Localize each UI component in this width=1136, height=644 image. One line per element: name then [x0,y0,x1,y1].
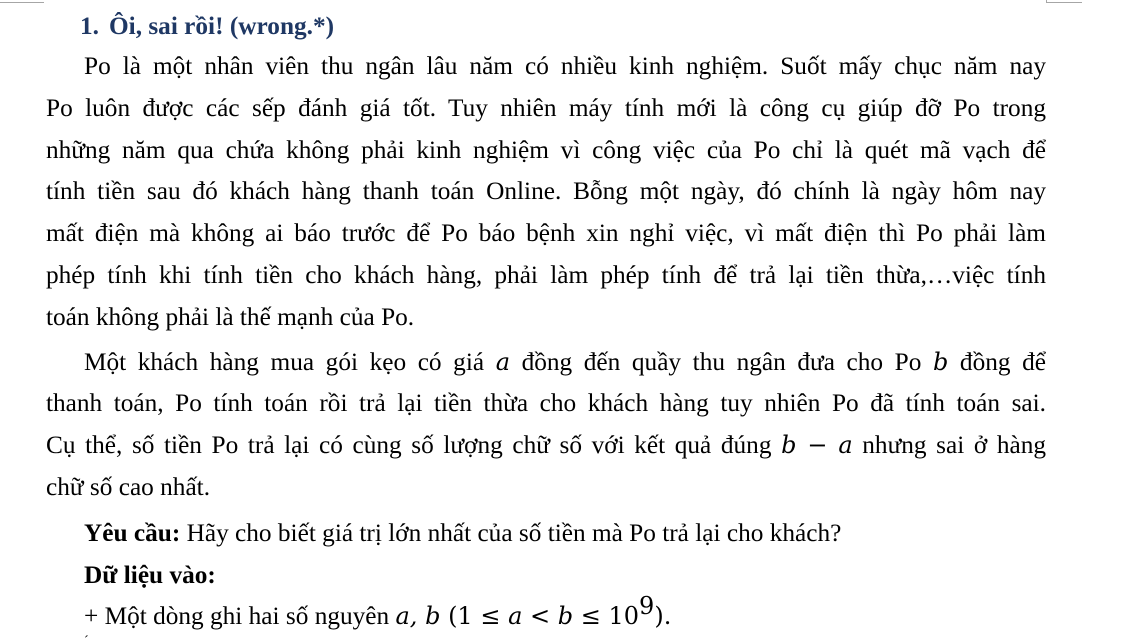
constraint-open: (1 ≤ [440,602,509,631]
input-title-text: Dữ liệu vào: [84,560,216,589]
problem-text: đồng để [948,347,1047,376]
problem-line-2: thanh toán, Po tính toán rồi trả lại tiền thừa cho khách hàng tuy nhiên Po đã tính toán sai. [46,389,1046,418]
constraint-exponent: 9 [639,592,655,621]
constraint-var-b: b [557,602,574,631]
problem-text: Một khách hàng mua gói kẹo có giá [84,347,496,376]
input-description-line [84,592,1046,638]
constraint-lt: < [522,602,558,631]
next-line-fragment: ´ [84,634,89,644]
constraint-le: ≤ 10 [573,602,640,631]
requirement-label: Yêu cầu: [84,518,181,547]
page-corner-mark-left [0,2,44,3]
story-paragraph [46,46,1046,339]
input-section-title [84,555,1046,597]
math-var-b: b [932,347,949,376]
math-expression: b − a [781,431,853,460]
problem-text: Cụ thể, số tiền Po trả lại có cùng số lượng chữ số với kết quả đúng [46,431,782,460]
math-vars: a, b [395,602,441,631]
story-line: toán không phải là thế mạnh của Po. [46,302,415,331]
heading-number: 1. [80,12,99,40]
constraint-close: ). [654,602,672,631]
story-line: mất điện mà không ai báo trước để Po báo bệnh xin nghỉ việc, vì mất điện thì Po phải làm [46,219,1046,248]
story-line: Po là một nhân viên thu ngân lâu năm có nhiều kinh nghiệm. Suốt mấy chục năm nay [84,52,1046,80]
requirement-text: Hãy cho biết giá trị lớn nhất của số tiền mà Po trả lại cho khách? [180,518,842,547]
story-line: Po luôn được các sếp đánh giá tốt. Tuy nhiên máy tính mới là công cụ giúp đỡ Po trong [46,93,1046,122]
page-corner-mark-right-vertical [1046,0,1047,2]
problem-line-3 [46,425,1046,467]
requirement-line [84,513,1046,555]
input-line-prefix: + Một dòng ghi hai số nguyên [84,602,396,631]
story-line: tính tiền sau đó khách hàng thanh toán Online. Bỗng một ngày, đó chính là ngày hôm nay [46,177,1046,206]
constraint-var-a: a [508,602,523,631]
problem-line-4: chữ số cao nhất. [46,472,211,501]
problem-text: nhưng sai ở hàng [852,431,1047,460]
problem-line-1 [46,342,1046,384]
story-line: những năm qua chứa không phải kinh nghiệm vì công việc của Po chỉ là quét mã vạch để [46,135,1046,164]
math-var-a: a [495,347,510,376]
problem-paragraph [46,342,1046,509]
problem-text: đồng đến quầy thu ngân đưa cho Po [510,347,933,376]
heading-title: Ôi, sai rồi! (wrong.*) [108,12,335,40]
section-heading [80,6,1046,46]
page-corner-mark-right [1046,2,1082,3]
story-line: phép tính khi tính tiền cho khách hàng, phải làm phép tính để trả lại tiền thừa,…việc tính [46,260,1046,289]
document-body[interactable] [46,6,1046,638]
